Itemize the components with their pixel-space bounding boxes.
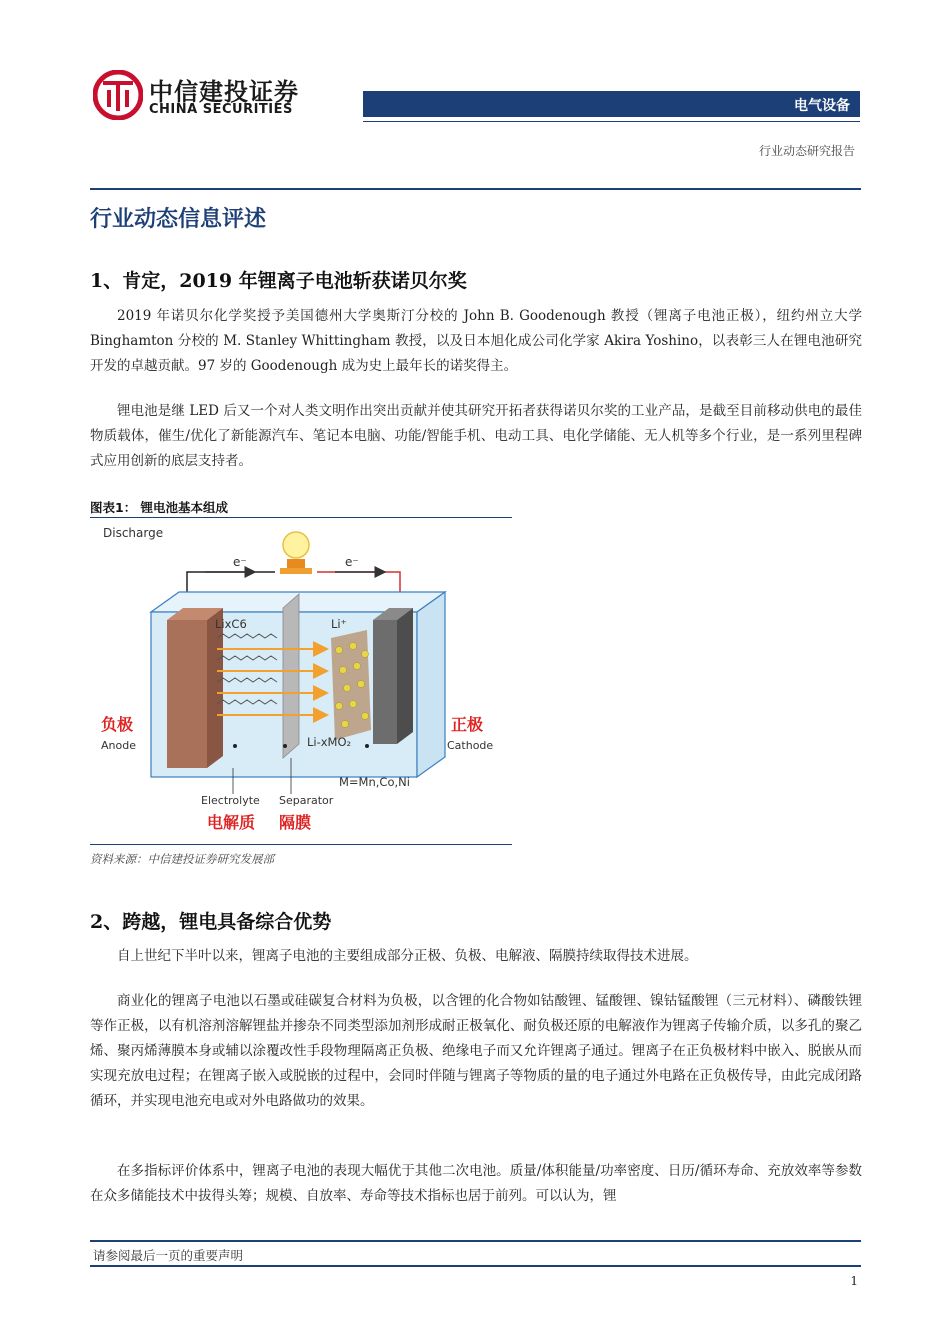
header-divider — [363, 121, 860, 122]
label-li-plus: Li⁺ — [331, 617, 347, 631]
dot-cathode — [365, 744, 369, 748]
section-1-paragraph-1: 2019 年诺贝尔化学奖授予美国德州大学奥斯汀分校的 John B. Goodenough 教授（锂离子电池正极），纽约州立大学 Binghamton 分校的 M. Stanley Whittingham 教授，以及日本旭化成公司化学家 Akira Yoshino，以表彰三人在锂电池研究开发的卓越贡献。97 岁的 Goodenough 成为史上最年长的诺奖得主。 — [90, 308, 862, 374]
separator-sheet — [283, 594, 299, 758]
figure-rule-top — [90, 517, 512, 518]
label-electron-left: e⁻ — [233, 555, 247, 569]
figure-caption: 图表1： 锂电池基本组成 — [90, 500, 229, 515]
citic-logo-icon — [93, 70, 143, 120]
section-1-heading: 1、肯定，2019 年锂离子电池斩获诺贝尔奖 — [90, 270, 467, 292]
company-logo — [93, 70, 303, 126]
label-electrolyte-cn: 电解质 — [207, 813, 256, 832]
section-2-heading: 2、跨越，锂电具备综合优势 — [90, 911, 332, 933]
page-title: 行业动态信息评述 — [90, 207, 267, 232]
section-2-paragraph-2: 商业化的锂离子电池以石墨或硅碳复合材料为负极，以含锂的化合物如钴酸锂、锰酸锂、镍钴锰酸锂（三元材料）、磷酸铁锂等作正极，以有机溶剂溶解锂盐并掺杂不同类型添加剂形成耐正极氧化、耐负极还原的电解液作为锂离子传输介质，以多孔的聚乙烯、聚丙烯薄膜本身或辅以涂覆改性手段物理隔离正负极、绝缘电子而又允许锂离子通过。锂离子在正负极材料中嵌入、脱嵌从而实现充放电过程；在锂离子嵌入或脱嵌的过程中，会同时伴随与锂离子等物质的量的电子通过外电路在正负极传导，由此完成闭路循环，并实现电池充电或对外电路做功的效果。 — [90, 993, 862, 1109]
section-2-paragraph-3: 在多指标评价体系中，锂离子电池的表现大幅优于其他二次电池。质量/体积能量/功率密度、日历/循环寿命、充放效率等参数在众多储能技术中拔得头筹；规模、自放率、寿命等技术指标也居于前列。可以认为，锂 — [90, 1163, 862, 1204]
label-anode-cn: 负极 — [101, 715, 134, 734]
label-electrolyte-en: Electrolyte — [201, 794, 260, 807]
label-metal: M=Mn,Co,Ni — [339, 775, 410, 789]
section-1-paragraph-2: 锂电池是继 LED 后又一个对人类文明作出突出贡献并使其研究开拓者获得诺贝尔奖的工业产品，是截至目前移动供电的最佳物质载体，催生/优化了新能源汽车、笔记本电脑、功能/智能手机、电动工具、电化学储能、无人机等多个行业，是一系列里程碑式应用创新的底层支持者。 — [90, 403, 862, 469]
label-cathode-en: Cathode — [447, 739, 494, 752]
label-limo2: Li-xMO₂ — [307, 735, 352, 749]
dot-separator — [283, 744, 287, 748]
report-type: 行业动态研究报告 — [758, 144, 855, 158]
label-discharge: Discharge — [103, 526, 164, 540]
section-label: 电气设备 — [794, 98, 850, 114]
light-bulb-icon — [280, 532, 312, 574]
section-2-paragraph-1: 自上世纪下半叶以来，锂离子电池的主要组成部分正极、负极、电解液、隔膜持续取得技术进展。 — [117, 948, 698, 964]
figure-rule-bottom — [90, 844, 512, 845]
logo-chinese-text: 中信建投证券 — [149, 78, 299, 106]
footer-rule-bottom — [90, 1265, 861, 1267]
section-banner — [363, 91, 860, 117]
label-cathode-cn: 正极 — [451, 715, 484, 734]
dot-anode — [233, 744, 237, 748]
label-anode-en: Anode — [101, 739, 136, 752]
battery-diagram — [95, 520, 505, 842]
label-electron-right: e⁻ — [345, 555, 359, 569]
top-rule — [90, 188, 861, 190]
label-lixc6: LixC6 — [215, 617, 247, 631]
figure-source: 资料来源：中信建投证券研究发展部 — [90, 852, 274, 866]
footer-rule — [90, 1240, 861, 1242]
cathode-plate — [373, 608, 413, 744]
page-number: 1 — [850, 1274, 858, 1288]
cathode-crystal — [331, 630, 371, 740]
anode-plate — [167, 608, 223, 768]
label-separator-cn: 隔膜 — [279, 813, 312, 832]
footer-disclaimer: 请参阅最后一页的重要声明 — [93, 1248, 244, 1263]
logo-english-text: CHINA SECURITIES — [149, 102, 293, 117]
label-separator-en: Separator — [279, 794, 334, 807]
